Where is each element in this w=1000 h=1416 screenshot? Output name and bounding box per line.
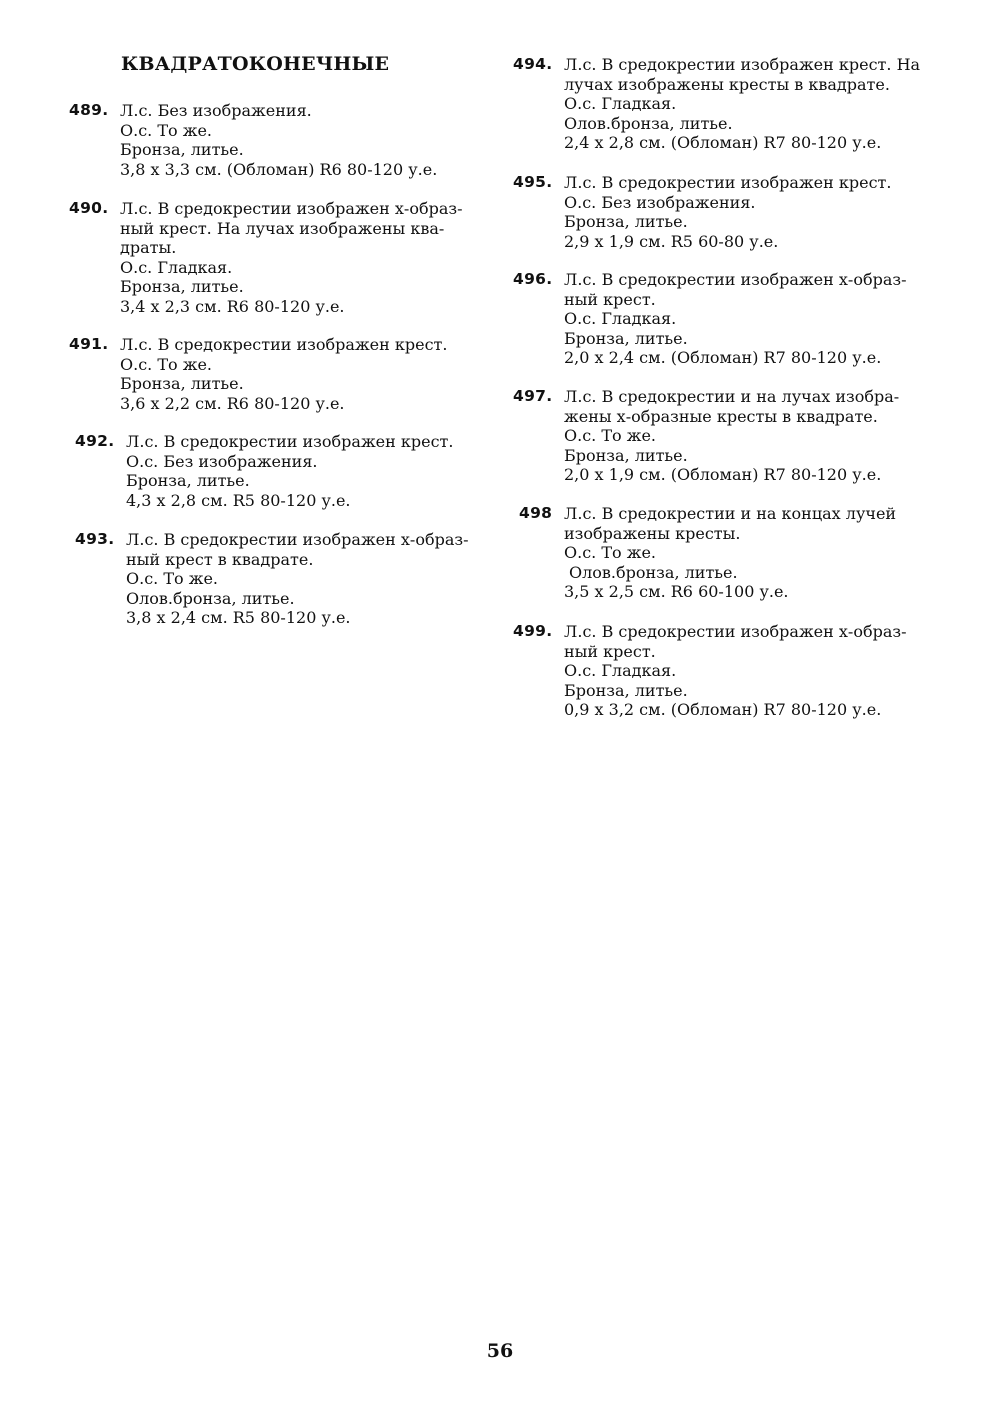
entry-line: 2,0 х 2,4 см. (Обломан) R7 80-120 у.е. [564,348,882,368]
entry-line: драты. [120,238,177,258]
entry-number: 497. [513,387,553,405]
entry-line: Бронза, литье. [120,140,244,160]
entry-number: 491. [69,335,109,353]
entry-line: Л.с. В средокрестии изображен х-образ- [564,270,907,289]
entry-line: О.с. Гладкая. [564,309,677,329]
entry-line: Л.с. В средокрестии и на лучах изобра- [564,387,900,406]
entry-line: Олов.бронза, литье. [569,562,738,582]
entry-line: ный крест. На лучах изображены ква- [120,218,445,238]
entry-line: 3,5 х 2,5 см. R6 60-100 у.е. [564,582,789,602]
entry-number: 493. [75,530,115,548]
entry-line: Л.с. В средокрестии изображен крест. [120,335,448,354]
entry-number: 496. [513,270,553,288]
entry-line: Бронза, литье. [120,374,244,394]
entry-line: Л.с. В средокрестии изображен х-образ- [564,622,907,641]
entry-text [126,432,454,510]
entry-line: О.с. То же. [126,569,218,589]
entry-line: О.с. Гладкая. [564,661,677,681]
entry-text [120,101,437,179]
entry-line: изображены кресты. [564,523,741,543]
entry-text [564,270,907,368]
entry-line: 3,8 х 3,3 см. (Обломан) R6 80-120 у.е. [120,159,438,179]
entry-line: Л.с. В средокрестии изображен крест. [126,432,454,451]
entry-line: 2,9 х 1,9 см. R5 60-80 у.е. [564,231,779,251]
entry-line: Л.с. В средокрестии изображен х-образ- [126,530,469,549]
entry-line: 0,9 х 3,2 см. (Обломан) R7 80-120 у.е. [564,700,882,720]
entry-text [564,173,892,251]
entry-line: 4,3 х 2,8 см. R5 80-120 у.е. [126,490,351,510]
page-number: 56 [486,1340,514,1362]
entry-line: Бронза, литье. [564,680,688,700]
entry-line: О.с. Гладкая. [120,257,233,277]
entry-line: 2,0 х 1,9 см. (Обломан) R7 80-120 у.е. [564,465,882,485]
entry-line: ный крест. [564,289,656,309]
entry-line: Бронза, литье. [120,277,244,297]
entry-line: О.с. Без изображения. [126,451,318,471]
entry-number: 495. [513,173,553,191]
entry-line: ный крест в квадрате. [126,549,314,569]
entry-line: О.с. То же. [120,120,212,140]
entry-line: Бронза, литье. [126,471,250,491]
entry-text [120,335,448,413]
entry-line: Олов.бронза, литье. [564,113,733,133]
entry-line: 3,6 х 2,2 см. R6 80-120 у.е. [120,393,345,413]
entry-number: 494. [513,55,553,73]
entry-number: 489. [69,101,109,119]
entry-text [120,199,463,317]
entry-line: 2,4 х 2,8 см. (Обломан) R7 80-120 у.е. [564,133,882,153]
entry-text [564,55,920,153]
entry-line: Олов.бронза, литье. [126,588,295,608]
entry-text [564,387,899,485]
entry-text [126,530,469,628]
entry-line: Л.с. В средокрестии изображен крест. На [564,55,921,74]
entry-number: 490. [69,199,109,217]
entry-line: Л.с. Без изображения. [120,101,312,120]
entry-line: Бронза, литье. [564,445,688,465]
entry-line: жены х-образные кресты в квадрате. [564,406,878,426]
entry-line: О.с. То же. [564,426,656,446]
entry-line: Бронза, литье. [564,328,688,348]
entry-line: О.с. То же. [120,354,212,374]
entry-line: Л.с. В средокрестии и на концах лучей [564,504,897,523]
entry-line: О.с. То же. [564,543,656,563]
entry-line: 3,4 х 2,3 см. R6 80-120 у.е. [120,296,345,316]
entry-line: Л.с. В средокрестии изображен крест. [564,173,892,192]
entry-line: О.с. Гладкая. [564,94,677,114]
entry-line: Бронза, литье. [564,212,688,232]
entry-text [564,622,907,720]
entry-number: 492. [75,432,115,450]
entry-line: Л.с. В средокрестии изображен х-образ- [120,199,463,218]
entry-number: 499. [513,622,553,640]
entry-number: 498 [519,504,553,522]
entry-line: лучах изображены кресты в квадрате. [564,74,890,94]
entry-line: 3,8 х 2,4 см. R5 80-120 у.е. [126,608,351,628]
entry-line: ный крест. [564,641,656,661]
entry-text [564,504,896,602]
section-title: КВАДРАТОКОНЕЧНЫЕ [121,53,390,75]
entry-line: О.с. Без изображения. [564,192,756,212]
